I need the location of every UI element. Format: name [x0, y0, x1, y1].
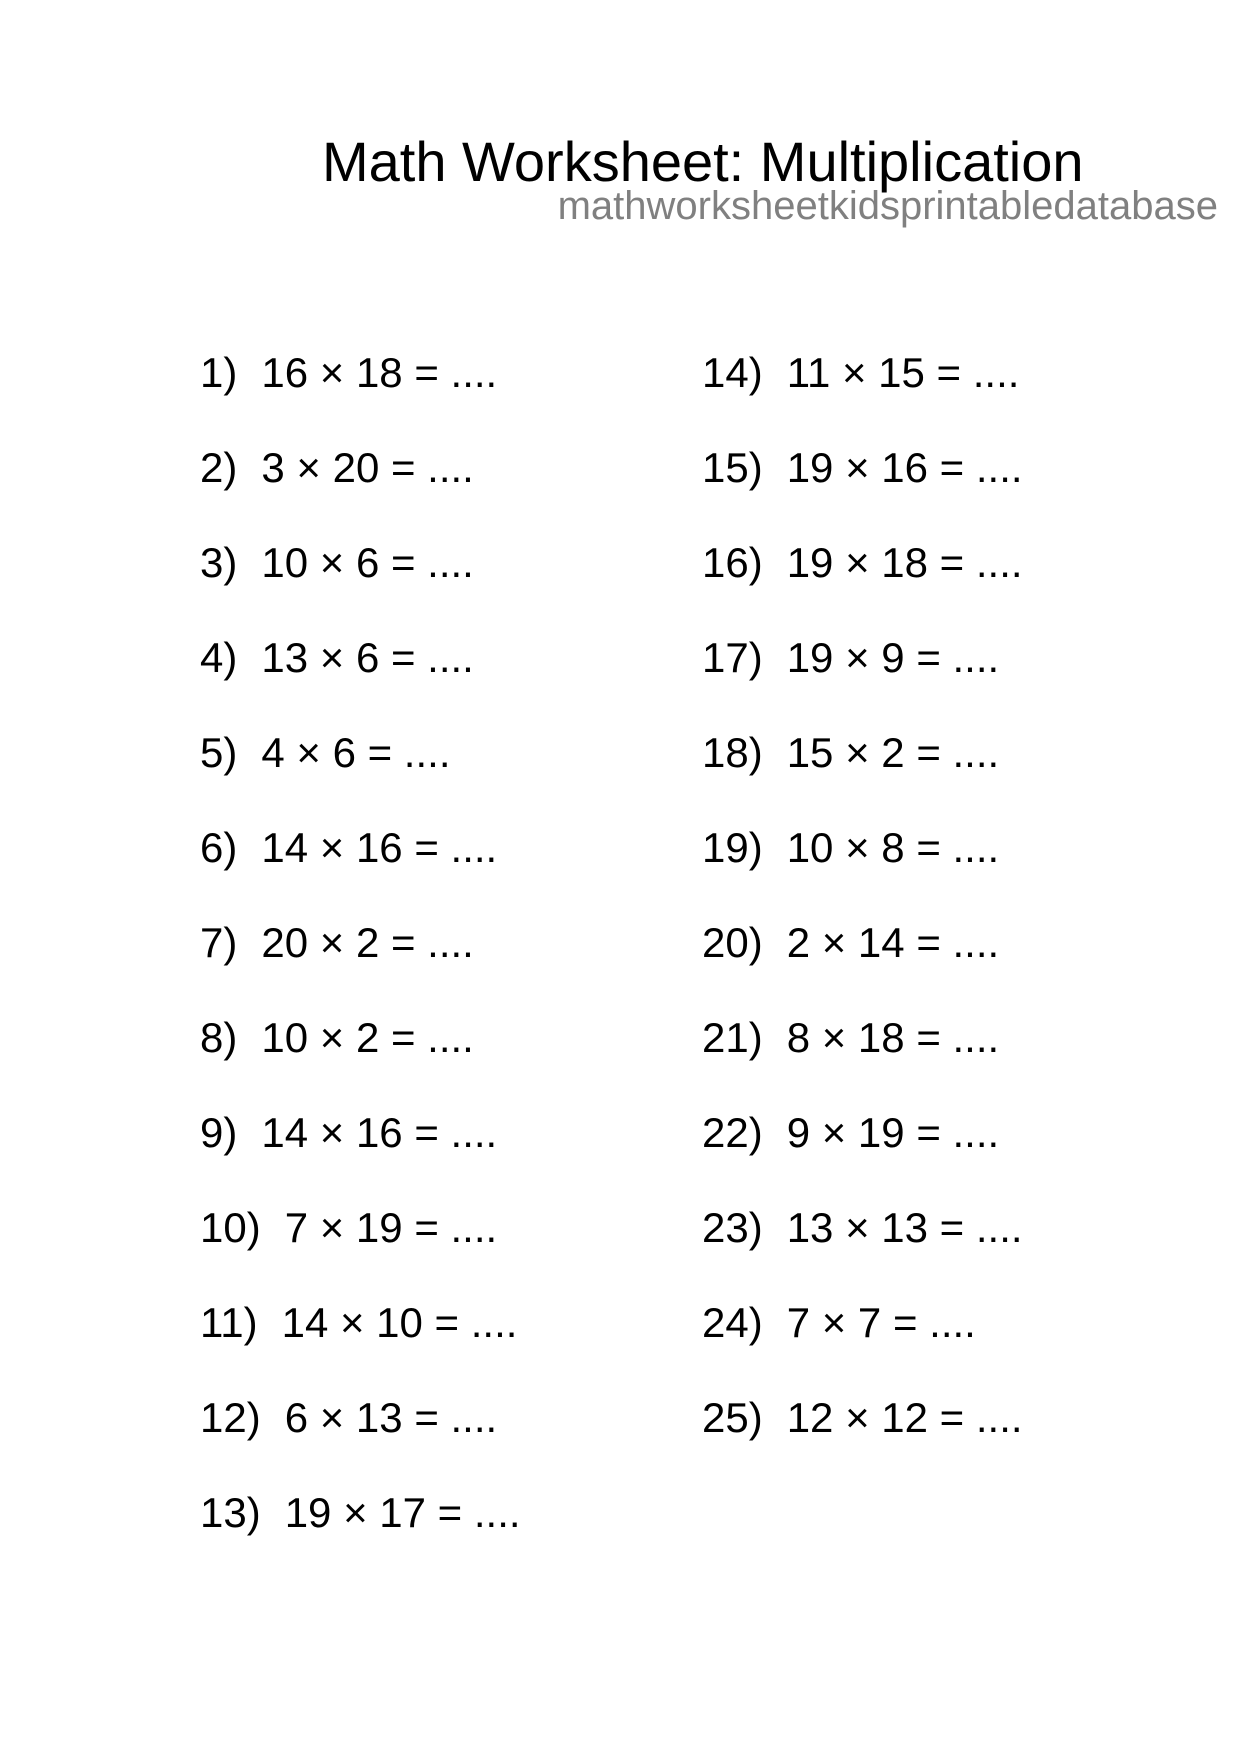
problem-item [702, 1014, 1023, 1112]
problem-number: 7) [200, 919, 238, 966]
problem-item [200, 1299, 521, 1397]
problem-number: 13) [200, 1489, 261, 1536]
problem-number: 9) [200, 1109, 238, 1156]
problem-expression: 10 × 2 = .... [261, 1014, 474, 1061]
problem-expression: 20 × 2 = .... [261, 919, 474, 966]
problem-expression: 14 × 10 = .... [281, 1299, 518, 1346]
problem-number: 22) [702, 1109, 763, 1156]
problem-item [702, 1299, 1023, 1397]
page-title: Math Worksheet: Multiplication [322, 129, 1084, 193]
problem-item [200, 1394, 521, 1492]
problem-item [702, 919, 1023, 1017]
problem-number: 2) [200, 444, 238, 491]
problem-number: 1) [200, 349, 238, 396]
problem-item [702, 349, 1023, 447]
problem-number: 11) [200, 1299, 258, 1346]
problem-expression: 11 × 15 = .... [786, 349, 1020, 396]
problem-item [200, 1204, 521, 1302]
problem-expression: 4 × 6 = .... [261, 729, 451, 776]
problem-number: 18) [702, 729, 763, 776]
problem-item [200, 1014, 521, 1112]
problem-number: 17) [702, 634, 763, 681]
problem-number: 4) [200, 634, 238, 681]
problem-number: 24) [702, 1299, 763, 1346]
problem-number: 5) [200, 729, 238, 776]
problem-expression: 3 × 20 = .... [261, 444, 474, 491]
problem-expression: 13 × 13 = .... [786, 1204, 1023, 1251]
problem-item [200, 634, 521, 732]
problem-expression: 8 × 18 = .... [786, 1014, 1000, 1061]
problem-expression: 12 × 12 = .... [786, 1394, 1023, 1441]
problem-number: 15) [702, 444, 763, 491]
problem-expression: 19 × 17 = .... [284, 1489, 521, 1536]
problem-number: 19) [702, 824, 763, 871]
problem-item [702, 1109, 1023, 1207]
problem-number: 23) [702, 1204, 763, 1251]
problem-expression: 16 × 18 = .... [261, 349, 498, 396]
problem-item [702, 824, 1023, 922]
problem-number: 12) [200, 1394, 261, 1441]
problem-number: 8) [200, 1014, 238, 1061]
problem-item [200, 444, 521, 542]
problem-item [200, 824, 521, 922]
problem-number: 10) [200, 1204, 261, 1251]
problem-item [702, 444, 1023, 542]
problem-expression: 9 × 19 = .... [786, 1109, 1000, 1156]
problem-list-right [702, 349, 1023, 1492]
problem-expression: 13 × 6 = .... [261, 634, 474, 681]
problem-item [200, 729, 521, 827]
problem-item [702, 729, 1023, 827]
problem-expression: 15 × 2 = .... [786, 729, 1000, 776]
problem-number: 14) [702, 349, 763, 396]
problem-expression: 19 × 18 = .... [786, 539, 1023, 586]
problem-expression: 19 × 16 = .... [786, 444, 1023, 491]
problem-expression: 6 × 13 = .... [284, 1394, 498, 1441]
problem-number: 21) [702, 1014, 763, 1061]
problem-expression: 10 × 6 = .... [261, 539, 474, 586]
problem-list-left [200, 349, 521, 1587]
problem-expression: 7 × 7 = .... [786, 1299, 976, 1346]
problem-expression: 19 × 9 = .... [786, 634, 1000, 681]
problem-number: 25) [702, 1394, 763, 1441]
problem-item [200, 919, 521, 1017]
problem-item [702, 634, 1023, 732]
problem-number: 20) [702, 919, 763, 966]
problem-number: 16) [702, 539, 763, 586]
problem-item [200, 1109, 521, 1207]
problem-item [702, 1204, 1023, 1302]
problem-item [200, 1489, 521, 1587]
source-subtitle: mathworksheetkidsprintabledatabase [557, 184, 1218, 228]
problem-item [200, 539, 521, 637]
problem-item [702, 1394, 1023, 1492]
problem-number: 6) [200, 824, 238, 871]
problem-expression: 2 × 14 = .... [786, 919, 1000, 966]
problem-item [200, 349, 521, 447]
problem-expression: 7 × 19 = .... [284, 1204, 498, 1251]
problem-expression: 10 × 8 = .... [786, 824, 1000, 871]
problem-number: 3) [200, 539, 238, 586]
problem-expression: 14 × 16 = .... [261, 824, 498, 871]
problem-item [702, 539, 1023, 637]
problem-expression: 14 × 16 = .... [261, 1109, 498, 1156]
